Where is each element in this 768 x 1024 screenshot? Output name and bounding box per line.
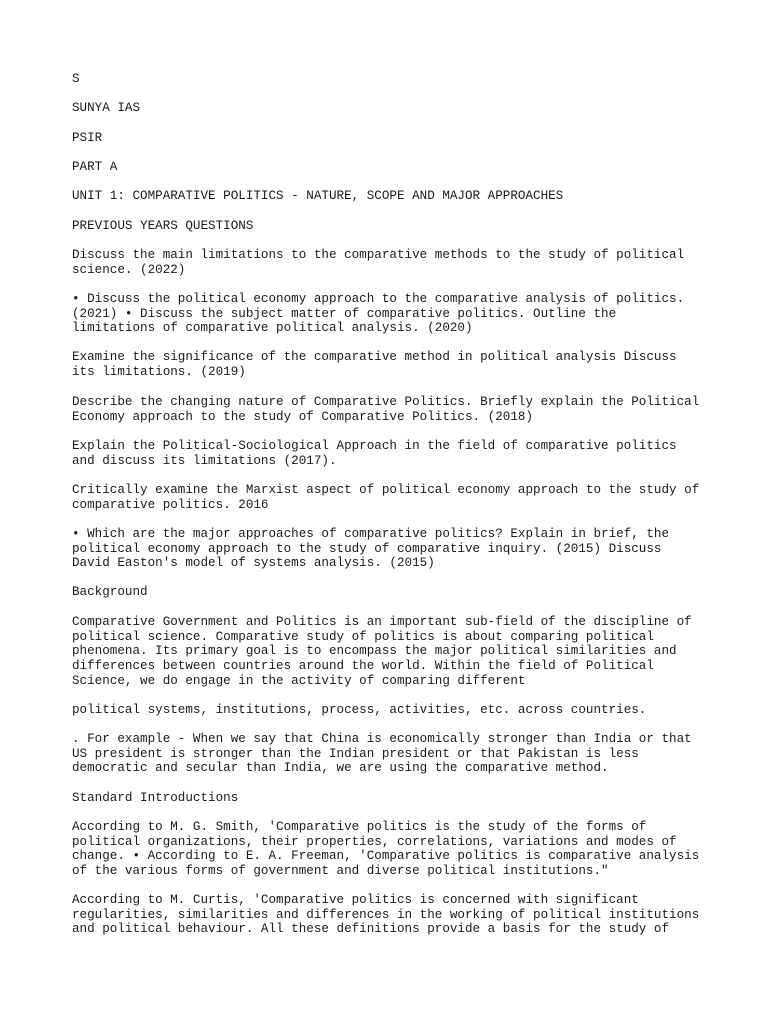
question-paragraph: Discuss the main limitations to the comparative methods to the study of political science. (2022) [72,248,685,277]
section-heading-introductions: Standard Introductions [72,791,239,805]
question-paragraph: Describe the changing nature of Comparative Politics. Briefly explain the Political Economy approach to the study of Comparative Politics. (2018) [72,395,700,424]
question-paragraph: • Discuss the political economy approach to the comparative analysis of politics. (2021) • Discuss the subject matter of comparative politics. Outline the limitations of comparative political analysis. (2020) [72,292,685,336]
body-paragraph: According to M. G. Smith, 'Comparative politics is the study of the forms of political organizations, their properties, correlations, variations and modes of change. • According to E. A. Freeman, 'Comparative politics is comparative analysis of the various forms of government and diverse political institutions." [72,820,700,879]
question-paragraph: • Which are the major approaches of comparative politics? Explain in brief, the political economy approach to the study of comparative inquiry. (2015) Discuss David Easton's model of systems analysis. (2015) [72,527,670,571]
question-paragraph: Examine the significance of the comparative method in political analysis Discuss its limitations. (2019) [72,350,677,379]
institute-name: SUNYA IAS [72,101,141,115]
part-heading: PART A [72,160,118,174]
body-paragraph: political systems, institutions, process, activities, etc. across countries. [72,703,647,717]
section-heading-background: Background [72,585,148,599]
question-paragraph: Critically examine the Marxist aspect of political economy approach to the study of comparative politics. 2016 [72,483,700,512]
unit-heading: UNIT 1: COMPARATIVE POLITICS - NATURE, SCOPE AND MAJOR APPROACHES [72,189,564,203]
subject-name: PSIR [72,131,103,145]
body-paragraph: According to M. Curtis, 'Comparative politics is concerned with significant regularities, similarities and differences in the working of political institutions and political behaviour. All these definitions provide a basis for the study of [72,893,700,937]
question-paragraph: Explain the Political-Sociological Approach in the field of comparative politics and discuss its limitations (2017). [72,439,677,468]
body-paragraph: . For example - When we say that China is economically stronger than India or that US president is stronger than the Indian president or that Pakistan is less democratic and secular than India, we are using the comparative method. [72,732,692,776]
header-letter: S [72,72,80,86]
section-heading-pyq: PREVIOUS YEARS QUESTIONS [72,219,254,233]
body-paragraph: Comparative Government and Politics is an important sub-field of the discipline of political science. Comparative study of politics is about comparing political phenomena. Its primary goal is to encompass the major political similarities and differences between countries around the world. Within the field of Political Science, we do engage in the activity of comparing different [72,615,692,688]
